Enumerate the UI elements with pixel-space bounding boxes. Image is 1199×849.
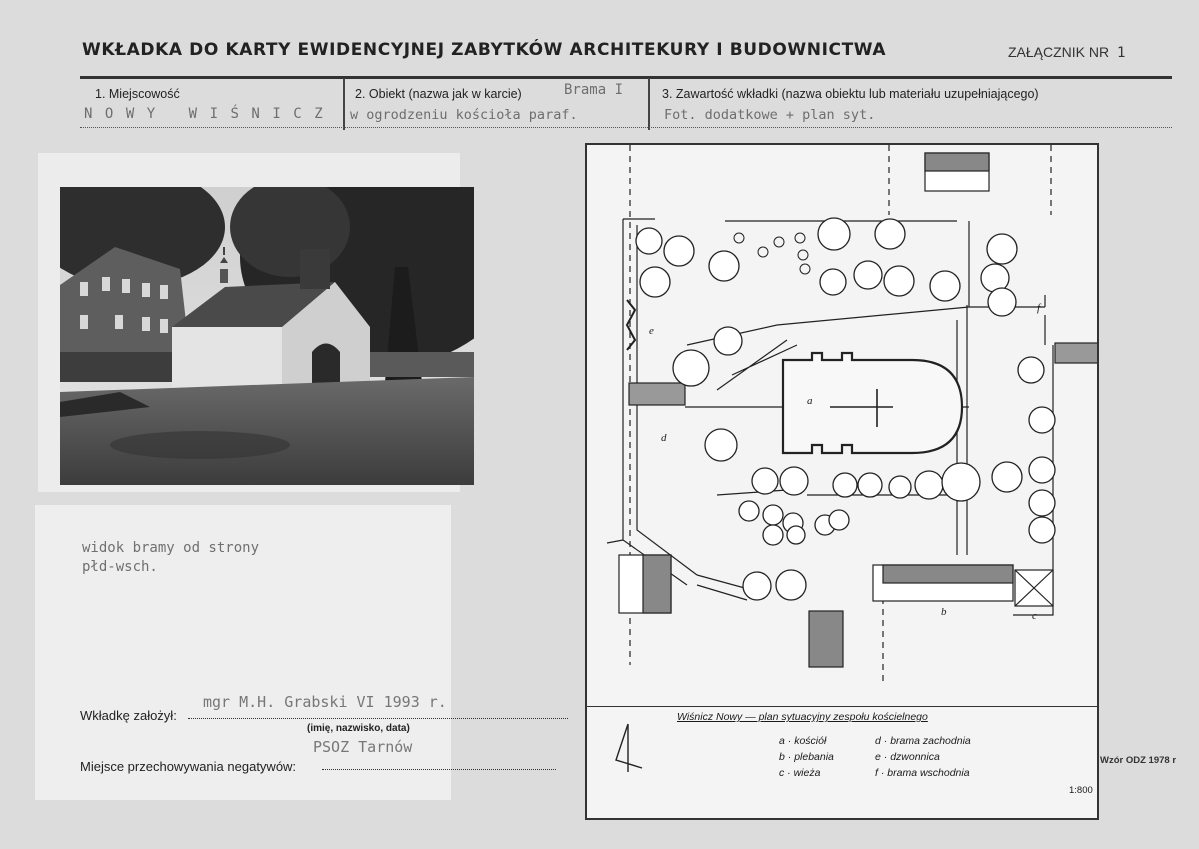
- legend-a: [779, 735, 826, 747]
- legend-c-key: c: [779, 767, 785, 779]
- field-divider-2: [648, 78, 650, 130]
- site-plan-drawing: [587, 145, 1097, 705]
- legend-d-key: d: [875, 735, 881, 747]
- form-code: Wzór ODZ 1978 r: [1100, 755, 1177, 766]
- plan-label-d: d: [661, 432, 667, 444]
- north-arrow-icon: [612, 720, 648, 776]
- plan-legend-rule: [587, 706, 1097, 707]
- photograph: [60, 187, 474, 485]
- photo-caption-line-2: płd-wsch.: [82, 559, 158, 575]
- legend-a-label: kościół: [794, 735, 827, 747]
- locality-label: 1. Miejscowość: [95, 87, 180, 101]
- object-label: 2. Obiekt (nazwa jak w karcie): [355, 87, 522, 101]
- legend-d-label: brama zachodnia: [890, 735, 971, 747]
- plan-label-c: c: [1032, 610, 1037, 622]
- legend-d: [875, 735, 971, 747]
- legend-f-key: f: [875, 767, 878, 779]
- plan-label-f: f: [1037, 302, 1041, 314]
- annex-label-text: ZAŁĄCZNIK NR: [1008, 44, 1110, 60]
- photo-caption-line-1: widok bramy od strony: [82, 540, 260, 556]
- locality-value: NOWY WIŚNICZ: [84, 106, 336, 122]
- plan-scale: 1:800: [1069, 785, 1093, 796]
- storage-label: Miejsce przechowywania negatywów:: [80, 759, 297, 774]
- plan-label-e: e: [649, 325, 654, 337]
- content-value: Fot. dodatkowe + plan syt.: [664, 107, 876, 123]
- annex-number: 1: [1117, 45, 1126, 61]
- legend-b: [779, 751, 834, 763]
- gate-photo-image: [60, 187, 474, 485]
- legend-c-sep: ·: [787, 767, 791, 779]
- object-value-2: w ogrodzeniu kościoła paraf.: [350, 107, 578, 123]
- legend-f-label: brama wschodnia: [887, 767, 970, 779]
- content-label: 3. Zawartość wkładki (nazwa obiektu lub materiału uzupełniającego): [662, 87, 1039, 101]
- site-plan: [585, 143, 1099, 820]
- header-rule-top: [80, 76, 1172, 79]
- legend-f: [875, 767, 970, 779]
- legend-e-label: dzwonnica: [890, 751, 940, 763]
- legend-c-label: wieża: [793, 767, 821, 779]
- field-divider-1: [343, 78, 345, 130]
- plan-label-b: b: [941, 606, 947, 618]
- founder-hint: (imię, nazwisko, data): [307, 723, 410, 734]
- object-value-1: Brama I: [564, 82, 624, 98]
- legend-a-sep: ·: [787, 735, 792, 747]
- plan-label-a: a: [807, 395, 813, 407]
- annex-label: [1008, 44, 1125, 61]
- form-title: WKŁADKA DO KARTY EWIDENCYJNEJ ZABYTKÓW ARCHITEKURY I BUDOWNICTWA: [82, 40, 887, 60]
- field-row-bottom: [80, 127, 1172, 128]
- founder-label: Wkładkę założył:: [80, 708, 177, 723]
- legend-b-label: plebania: [794, 751, 834, 763]
- legend-c: [779, 767, 820, 779]
- legend-e: [875, 751, 940, 763]
- legend-e-key: e: [875, 751, 881, 763]
- storage-value: PSOZ Tarnów: [313, 738, 413, 756]
- legend-e-sep: ·: [883, 751, 888, 763]
- legend-f-sep: ·: [880, 767, 885, 779]
- storage-dotted-line: [322, 755, 556, 770]
- founder-value: mgr M.H. Grabski VI 1993 r.: [203, 693, 447, 711]
- legend-d-sep: ·: [883, 735, 888, 747]
- legend-b-sep: ·: [787, 751, 792, 763]
- plan-title: Wiśnicz Nowy — plan sytuacyjny zespołu kościelnego: [677, 711, 928, 723]
- legend-a-key: a: [779, 735, 785, 747]
- legend-b-key: b: [779, 751, 785, 763]
